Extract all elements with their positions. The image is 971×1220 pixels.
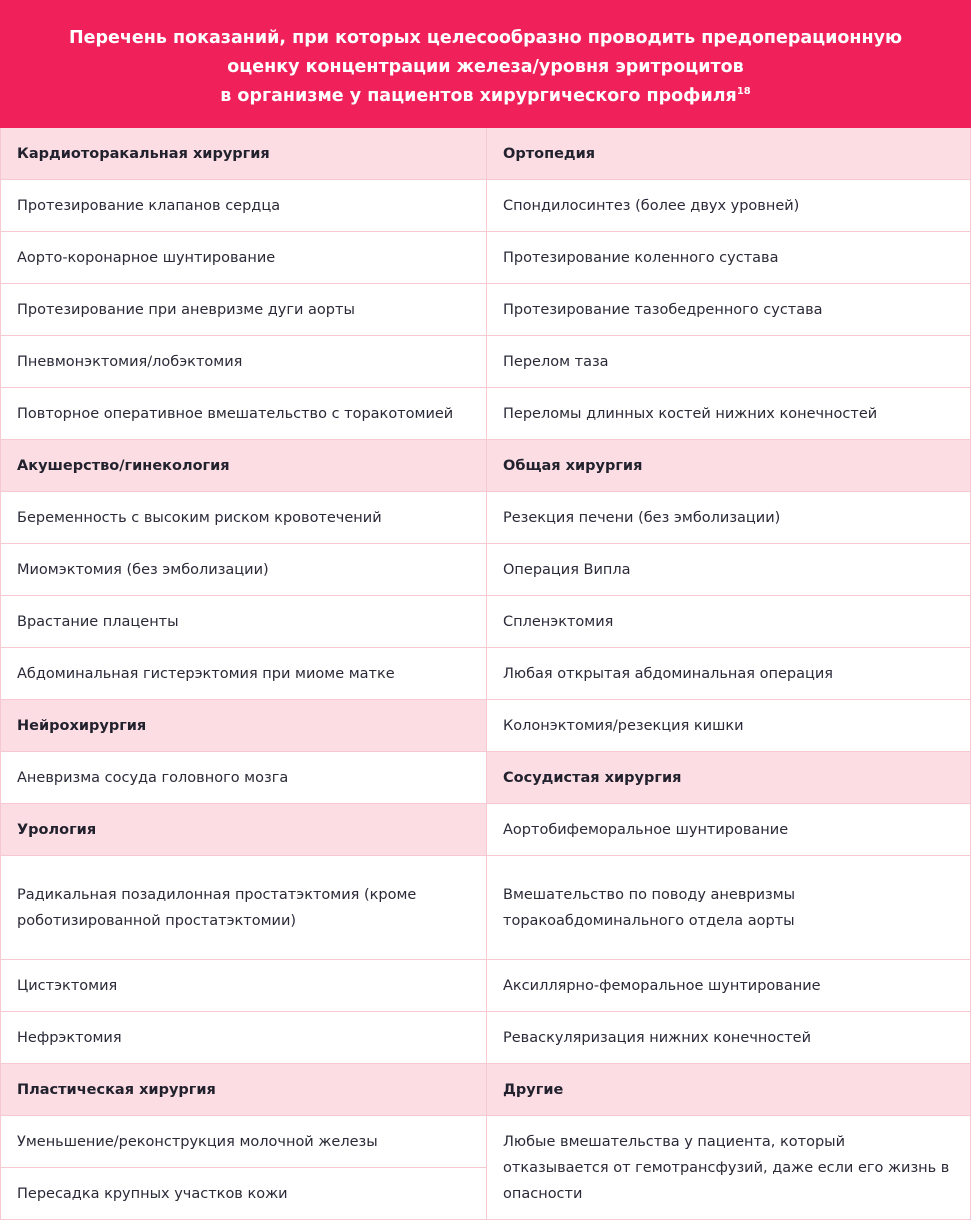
right-list-item <box>487 596 970 648</box>
right-list-item <box>487 232 970 284</box>
right-list-item <box>487 700 970 752</box>
right-list-item <box>487 544 970 596</box>
left-list-item <box>1 1168 486 1220</box>
item-label: Протезирование при аневризме дуги аорты <box>17 301 355 318</box>
left-section-header <box>1 804 486 856</box>
item-label: Пневмонэктомия/лобэктомия <box>17 353 243 370</box>
left-list-item <box>1 284 486 336</box>
item-label: Колонэктомия/резекция кишки <box>503 717 744 734</box>
item-label: Миомэктомия (без эмболизации) <box>17 561 269 578</box>
item-label: Беременность с высоким риском кровотечений <box>17 509 382 526</box>
item-label: Повторное оперативное вмешательство с торакотомией <box>17 405 454 422</box>
title-line-1: Перечень показаний, при которых целесообразно проводить предоперационную <box>68 28 903 48</box>
right-list-item <box>487 284 970 336</box>
right-list-item <box>487 180 970 232</box>
left-section-header <box>1 440 486 492</box>
item-label: Уменьшение/реконструкция молочной железы <box>17 1133 378 1150</box>
item-label: Операция Випла <box>503 561 631 578</box>
right-list-item <box>487 336 970 388</box>
section-title: Пластическая хирургия <box>17 1081 216 1098</box>
left-list-item <box>1 752 486 804</box>
item-label: Спленэктомия <box>503 613 614 630</box>
section-title: Сосудистая хирургия <box>503 769 682 786</box>
item-label: Спондилосинтез (более двух уровней) <box>503 197 800 214</box>
title-line-3: в организме у пациентов хирургического профиля <box>220 86 737 106</box>
item-label: Аортобифеморальное шунтирование <box>503 821 789 838</box>
item-label: Реваскуляризация нижних конечностей <box>503 1029 812 1046</box>
right-list-item <box>487 804 970 856</box>
section-title: Урология <box>17 821 97 838</box>
left-list-item <box>1 1012 486 1064</box>
right-list-item <box>487 648 970 700</box>
item-label: Абдоминальная гистерэктомия при миоме матке <box>17 665 395 682</box>
item-label: Пересадка крупных участков кожи <box>17 1185 288 1202</box>
item-label: Вмешательство по поводу аневризмы торакоабдоминального отдела аорты <box>503 886 796 929</box>
item-label: Переломы длинных костей нижних конечностей <box>503 405 878 422</box>
right-section-header <box>487 128 970 180</box>
section-title: Кардиоторакальная хирургия <box>17 145 270 162</box>
left-list-item <box>1 232 486 284</box>
item-label: Перелом таза <box>503 353 609 370</box>
left-list-item <box>1 544 486 596</box>
right-section-header <box>487 752 970 804</box>
left-list-item <box>1 596 486 648</box>
item-label: Радикальная позадилонная простатэктомия (кроме роботизированной простатэктомии) <box>17 886 417 929</box>
left-list-item <box>1 388 486 440</box>
left-section-header <box>1 1064 486 1116</box>
section-title: Другие <box>503 1081 564 1098</box>
left-list-item <box>1 492 486 544</box>
section-title: Общая хирургия <box>503 457 643 474</box>
right-list-item <box>487 856 970 960</box>
section-title: Акушерство/гинекология <box>17 457 230 474</box>
left-list-item <box>1 180 486 232</box>
left-list-item <box>1 336 486 388</box>
item-label: Аксиллярно-феморальное шунтирование <box>503 977 821 994</box>
right-list-item <box>487 388 970 440</box>
table-title <box>0 0 971 128</box>
item-label: Любые вмешательства у пациента, который отказывается от гемотрансфузий, даже если его жизнь в опасности <box>503 1133 950 1202</box>
left-list-item <box>1 960 486 1012</box>
item-label: Резекция печени (без эмболизации) <box>503 509 781 526</box>
item-label: Протезирование коленного сустава <box>503 249 779 266</box>
section-title: Ортопедия <box>503 145 596 162</box>
left-section-header <box>1 128 486 180</box>
left-section-header <box>1 700 486 752</box>
item-label: Аорто-коронарное шунтирование <box>17 249 276 266</box>
item-label: Любая открытая абдоминальная операция <box>503 665 834 682</box>
right-list-item <box>487 492 970 544</box>
item-label: Аневризма сосуда головного мозга <box>17 769 289 786</box>
title-line-2: оценку концентрации железа/уровня эритроцитов <box>227 57 744 77</box>
right-list-item <box>487 1116 970 1220</box>
title-line-3-wrap <box>0 82 971 111</box>
section-title: Нейрохирургия <box>17 717 147 734</box>
item-label: Протезирование клапанов сердца <box>17 197 281 214</box>
left-list-item <box>1 856 486 960</box>
item-label: Врастание плаценты <box>17 613 179 630</box>
item-label: Протезирование тазобедренного сустава <box>503 301 823 318</box>
right-list-item <box>487 1012 970 1064</box>
left-list-item <box>1 648 486 700</box>
right-section-header <box>487 440 970 492</box>
right-list-item <box>487 960 970 1012</box>
right-section-header <box>487 1064 970 1116</box>
footnote-reference: 18 <box>736 86 751 97</box>
right-column <box>486 128 971 1220</box>
item-label: Нефрэктомия <box>17 1029 122 1046</box>
left-column <box>0 128 486 1220</box>
left-list-item <box>1 1116 486 1168</box>
item-label: Цистэктомия <box>17 977 118 994</box>
